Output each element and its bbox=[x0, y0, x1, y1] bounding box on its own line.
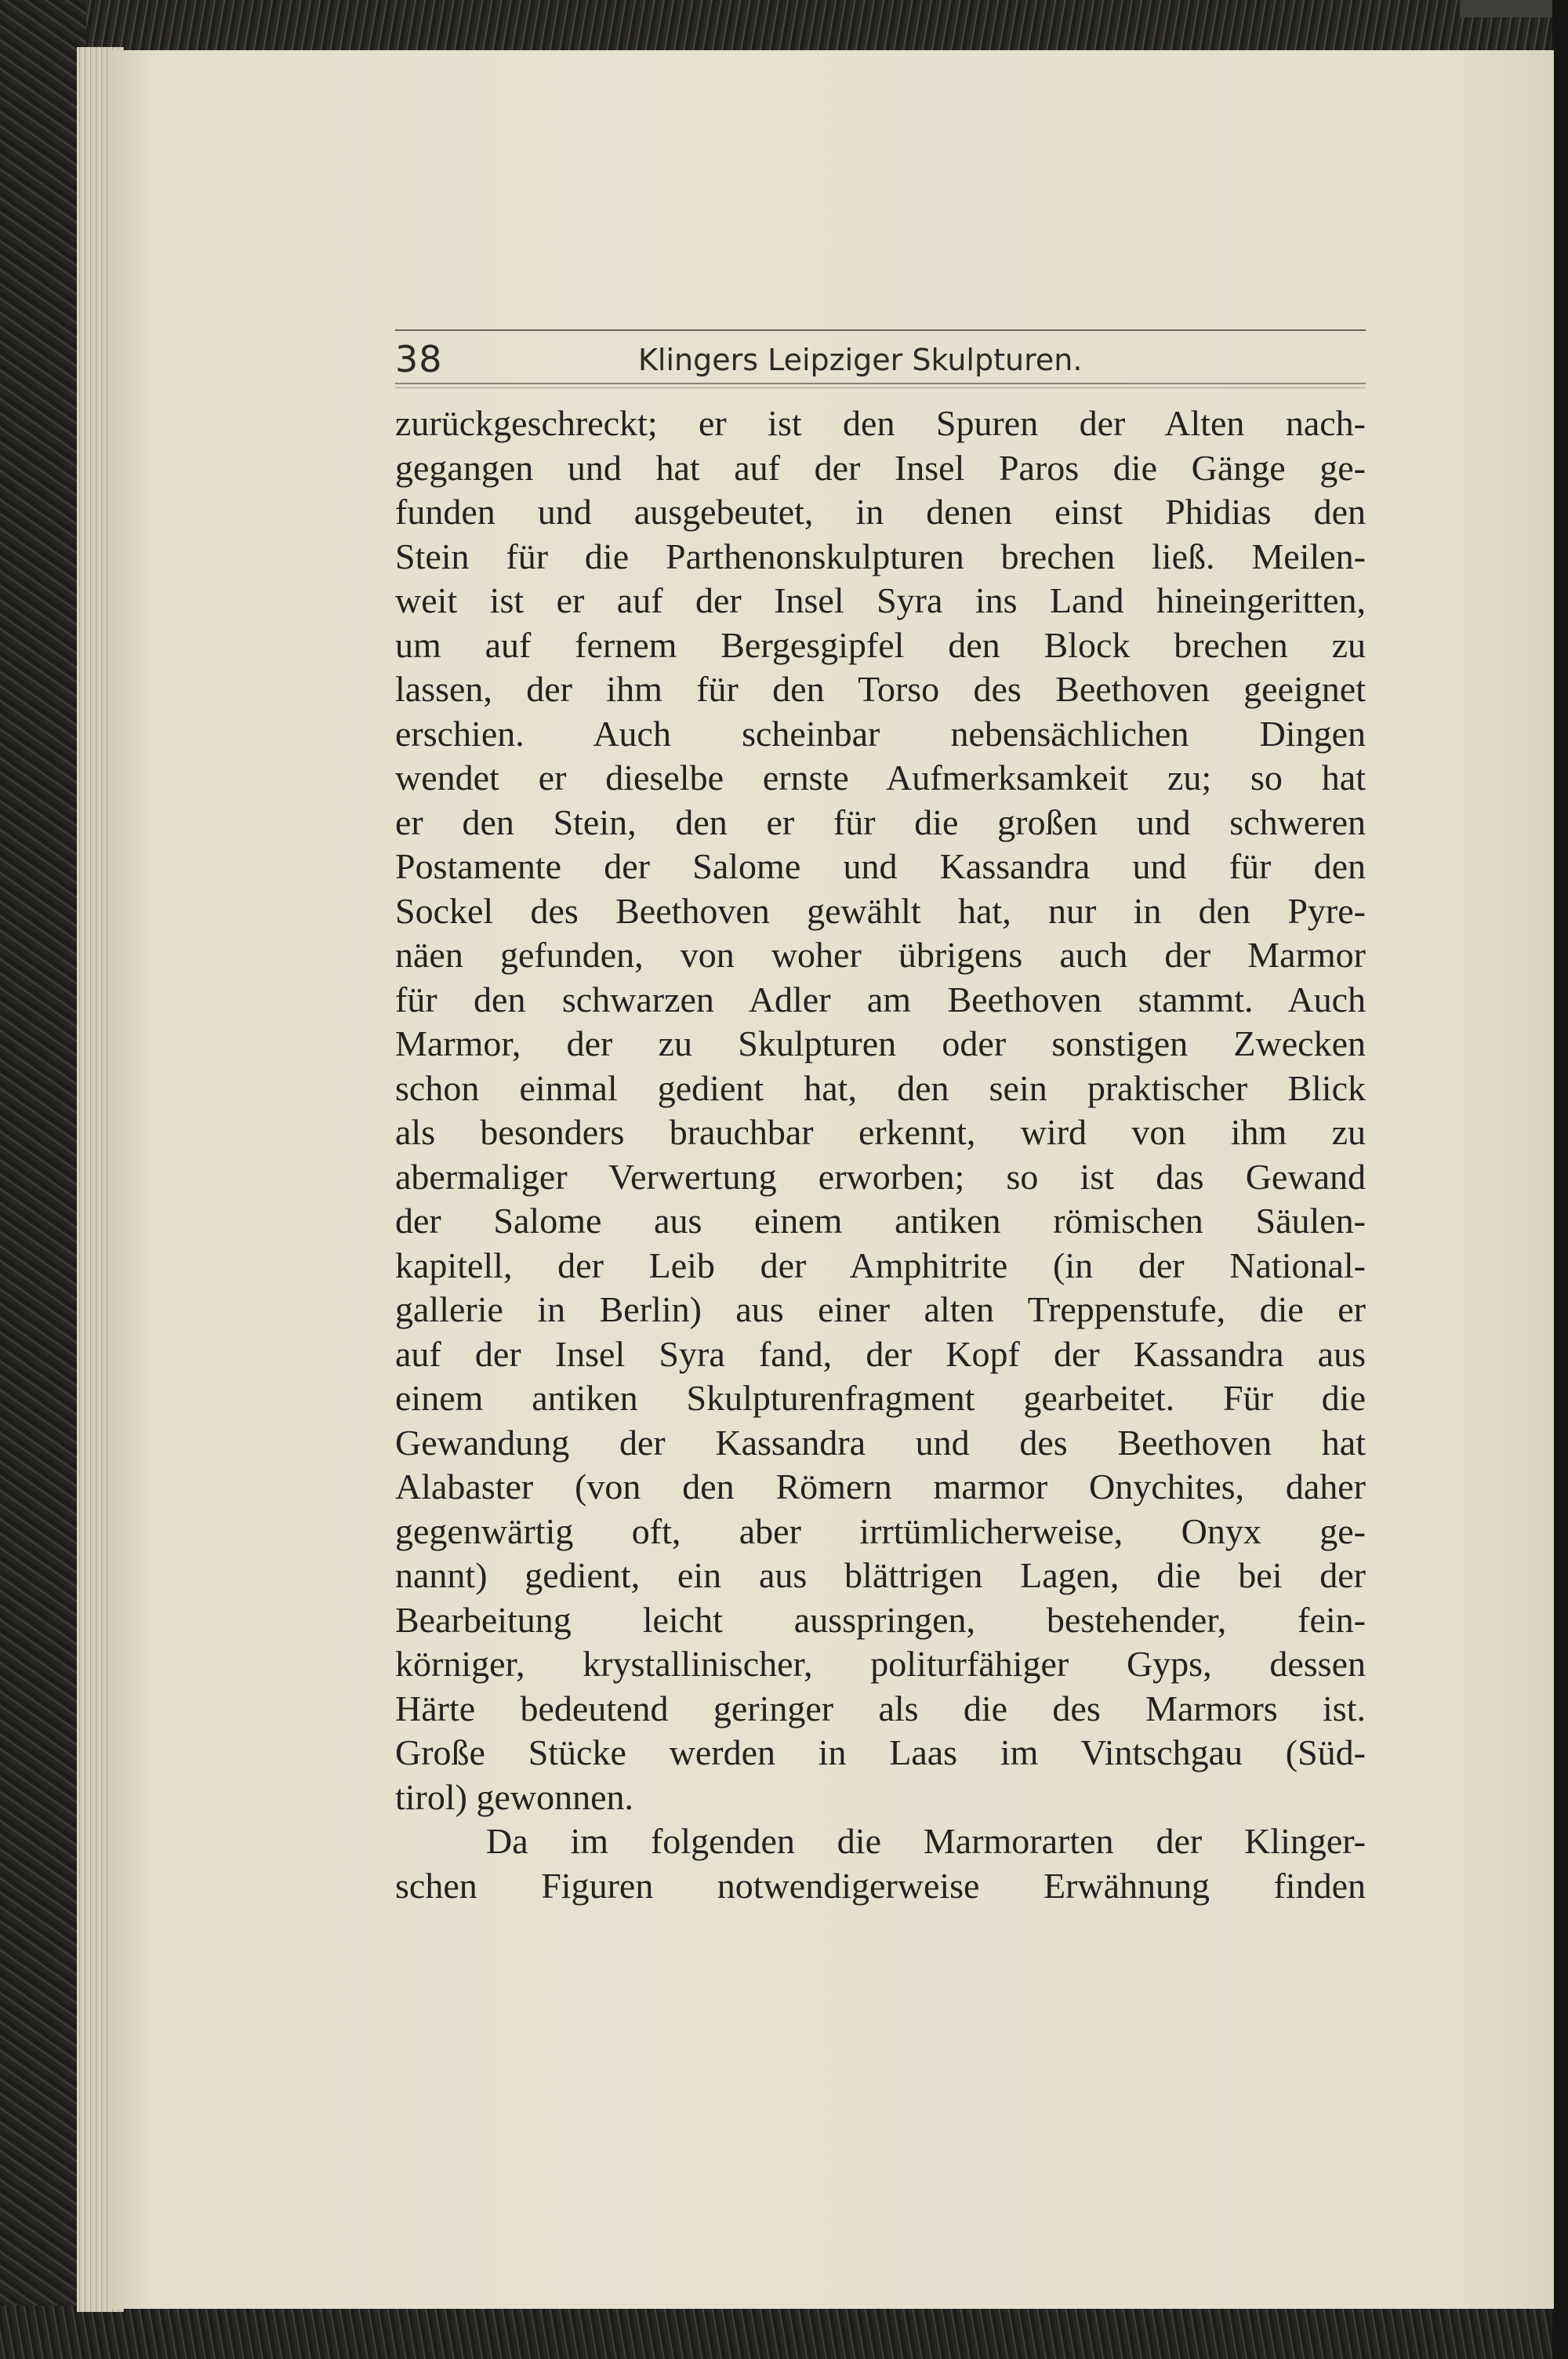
book-cover-bottom-edge bbox=[0, 2306, 1568, 2359]
text-line: näen gefunden, von woher übrigens auch der Marmor bbox=[395, 935, 1366, 975]
text-line: gallerie in Berlin) aus einer alten Treppenstufe, die er bbox=[395, 1289, 1366, 1329]
page-number: 38 bbox=[395, 338, 443, 380]
body-text bbox=[395, 402, 1366, 1908]
running-header bbox=[395, 329, 1366, 384]
text-line: erschien. Auch scheinbar nebensächlichen Dingen bbox=[395, 713, 1366, 754]
book-cover-right-edge bbox=[1552, 0, 1568, 2359]
text-line: der Salome aus einem antiken römischen Säulen- bbox=[395, 1201, 1366, 1241]
text-line: kapitell, der Leib der Amphitrite (in der National- bbox=[395, 1245, 1366, 1285]
text-line: weit ist er auf der Insel Syra ins Land hineingeritten, bbox=[395, 580, 1366, 620]
text-line: nannt) gedient, ein aus blättrigen Lagen, die bei der bbox=[395, 1555, 1366, 1595]
text-line: Große Stücke werden in Laas im Vintschgau (Süd- bbox=[395, 1732, 1366, 1772]
text-line: lassen, der ihm für den Torso des Beethoven geeignet bbox=[395, 669, 1366, 709]
text-line: auf der Insel Syra fand, der Kopf der Kassandra aus bbox=[395, 1333, 1366, 1374]
text-line: er den Stein, den er für die großen und schweren bbox=[395, 801, 1366, 842]
text-line: gegangen und hat auf der Insel Paros die Gänge ge- bbox=[395, 447, 1366, 488]
text-line: Postamente der Salome und Kassandra und für den bbox=[395, 846, 1366, 886]
text-line-paragraph-start: Da im folgenden die Marmorarten der Klinger- bbox=[486, 1821, 1366, 1861]
text-line: körniger, krystallinischer, politurfähiger Gyps, dessen bbox=[395, 1644, 1366, 1684]
text-line: Alabaster (von den Römern marmor Onychites, daher bbox=[395, 1467, 1366, 1507]
text-line: abermaliger Verwertung erworben; so ist das Gewand bbox=[395, 1156, 1366, 1197]
text-line: als besonders brauchbar erkennt, wird von ihm zu bbox=[395, 1112, 1366, 1152]
text-line: Gewandung der Kassandra und des Beethoven hat bbox=[395, 1422, 1366, 1463]
text-line: zurückgeschreckt; er ist den Spuren der Alten nach- bbox=[395, 403, 1366, 443]
book-cover-top-edge bbox=[0, 0, 1568, 55]
running-title: Klingers Leipziger Skulpturen. bbox=[638, 343, 1083, 377]
text-line: Stein für die Parthenonskulpturen brechen ließ. Meilen- bbox=[395, 536, 1366, 576]
text-line: einem antiken Skulpturenfragment gearbeitet. Für die bbox=[395, 1378, 1366, 1418]
text-line: Härte bedeutend geringer als die des Marmors ist. bbox=[395, 1688, 1366, 1728]
text-line: gegenwärtig oft, aber irrtümlicherweise, Onyx ge- bbox=[395, 1510, 1366, 1551]
text-line: wendet er dieselbe ernste Aufmerksamkeit zu; so hat bbox=[395, 758, 1366, 798]
text-line: für den schwarzen Adler am Beethoven stammt. Auch bbox=[395, 979, 1366, 1020]
text-line: Bearbeitung leicht ausspringen, bestehender, fein- bbox=[395, 1599, 1366, 1640]
text-line: schen Figuren notwendigerweise Erwähnung finden bbox=[395, 1865, 1366, 1906]
text-line: um auf fernem Bergesgipfel den Block brechen zu bbox=[395, 624, 1366, 665]
header-rule-secondary bbox=[395, 387, 1366, 388]
text-line-paragraph-end: tirol) gewonnen. bbox=[395, 1776, 634, 1817]
text-line: Marmor, der zu Skulpturen oder sonstigen Zwecken bbox=[395, 1023, 1366, 1063]
text-line: schon einmal gedient hat, den sein praktischer Blick bbox=[395, 1067, 1366, 1108]
book-cover-left-edge bbox=[0, 0, 86, 2359]
header-rule bbox=[395, 383, 1366, 384]
color-calibration-tab bbox=[1460, 0, 1552, 17]
text-line: Sockel des Beethoven gewählt hat, nur in den Pyre- bbox=[395, 890, 1366, 931]
text-line: funden und ausgebeutet, in denen einst Phidias den bbox=[395, 492, 1366, 532]
